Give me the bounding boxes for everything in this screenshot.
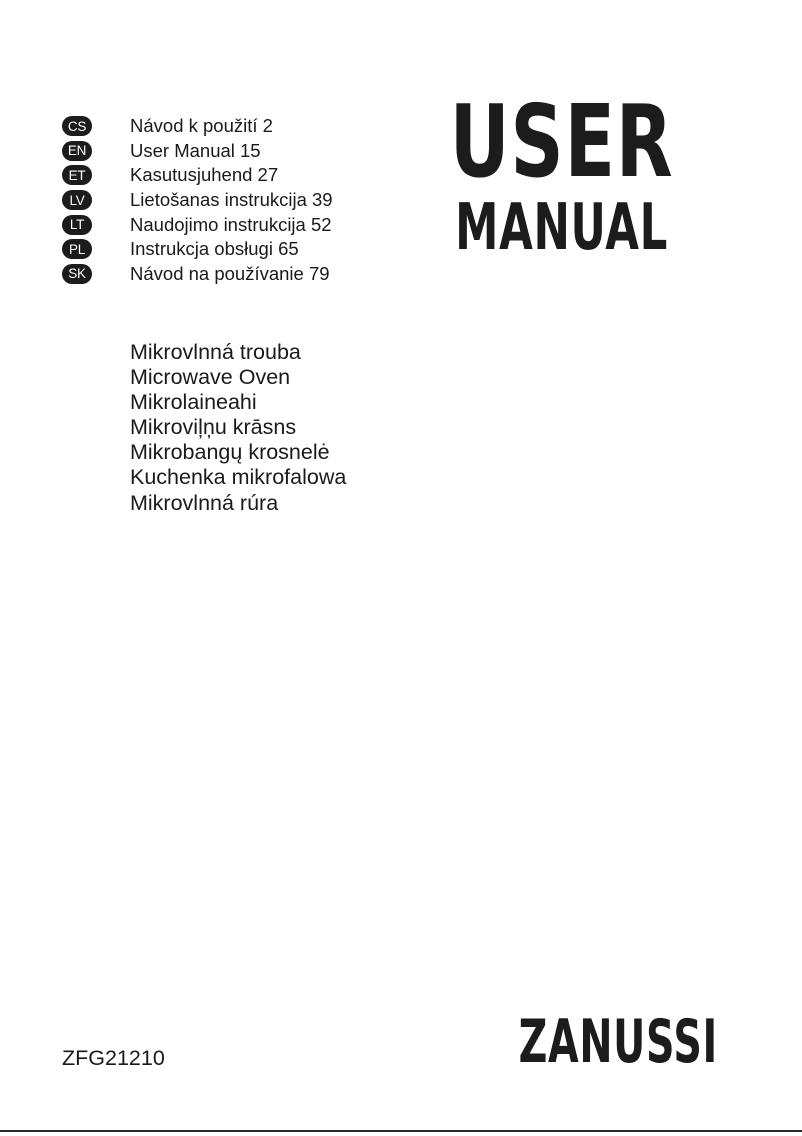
language-label: User Manual 15: [130, 139, 261, 161]
language-label: Naudojimo instrukcija 52: [130, 213, 332, 235]
title-user: USER: [449, 83, 674, 200]
language-label: Lietošanas instrukcija 39: [130, 189, 333, 211]
language-index: [62, 114, 333, 286]
product-name: Mikrovlnná trouba: [130, 340, 301, 364]
language-entry-et[interactable]: [62, 163, 333, 188]
language-entry-cs[interactable]: [62, 114, 333, 139]
language-entry-en[interactable]: [62, 139, 333, 164]
language-badge: LV: [62, 190, 92, 210]
bottom-divider: [0, 1130, 802, 1132]
language-entry-lt[interactable]: [62, 212, 333, 237]
model-number: ZFG21210: [62, 1046, 165, 1070]
product-name: Mikroviļņu krāsns: [130, 415, 297, 440]
language-entry-lv[interactable]: [62, 188, 333, 213]
product-name: Microwave Oven: [130, 365, 291, 390]
language-entry-sk[interactable]: [62, 262, 333, 287]
language-badge: CS: [62, 116, 92, 136]
language-badge: ET: [62, 165, 92, 185]
language-label: Návod na používanie 79: [130, 262, 330, 284]
product-name: Mikrolaineahi: [130, 390, 257, 415]
product-names: [130, 340, 346, 516]
title-manual: MANUAL: [455, 191, 668, 265]
language-badge: LT: [62, 215, 92, 235]
language-badge: PL: [62, 239, 92, 259]
brand-title: [405, 83, 718, 265]
language-badge: SK: [62, 264, 92, 284]
language-badge: EN: [62, 141, 92, 161]
product-name: Mikrobangų krosnelė: [130, 440, 330, 465]
language-label: Kasutusjuhend 27: [130, 164, 279, 186]
product-name: Mikrovlnná rúra: [130, 490, 279, 515]
language-label: Návod k použití 2: [130, 115, 273, 137]
product-name: Kuchenka mikrofalowa: [130, 465, 347, 490]
language-entry-pl[interactable]: [62, 237, 333, 262]
brand-logo: ZANUSSI: [518, 1007, 718, 1077]
language-label: Instrukcja obsługi 65: [130, 238, 299, 260]
